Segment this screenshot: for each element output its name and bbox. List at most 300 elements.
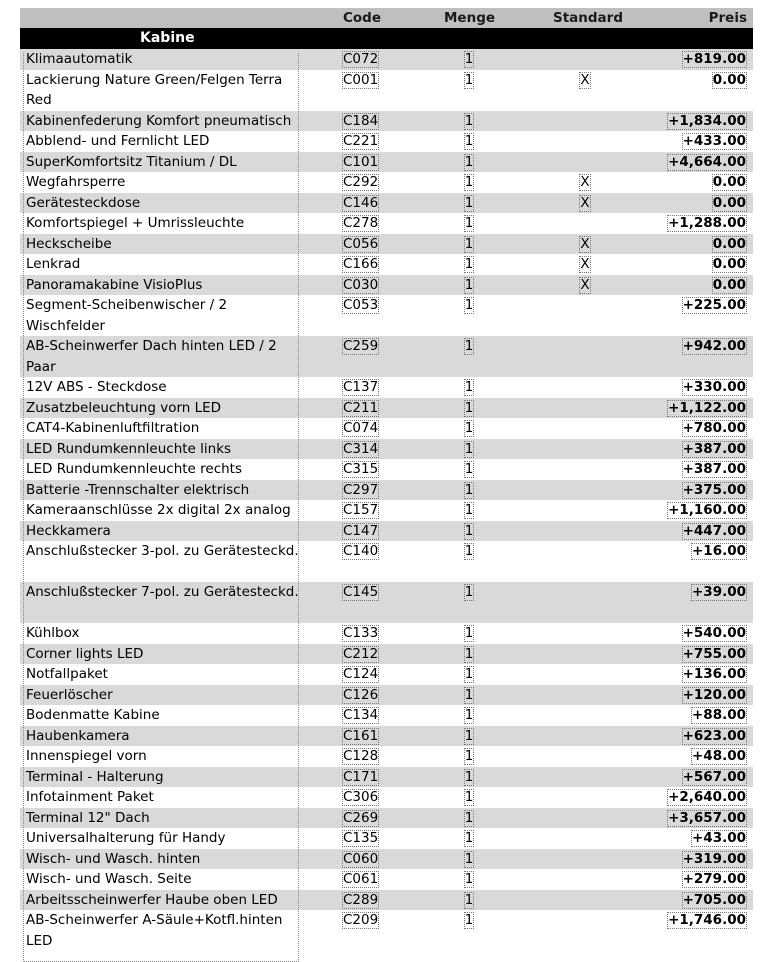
table-row[interactable] xyxy=(20,746,753,767)
option-quantity xyxy=(462,705,476,726)
table-row[interactable] xyxy=(20,275,753,296)
option-quantity xyxy=(462,398,476,419)
option-quantity-value: 1 xyxy=(464,481,474,498)
option-price-value: +375.00 xyxy=(682,481,746,498)
option-name: Anschlußstecker 3-pol. zu Gerätesteckd. xyxy=(26,543,299,559)
option-code xyxy=(342,890,402,911)
table-row[interactable] xyxy=(20,828,753,849)
table-row[interactable] xyxy=(20,808,753,829)
option-quantity-value: 1 xyxy=(464,789,474,805)
option-code xyxy=(342,685,402,706)
option-price xyxy=(691,705,747,726)
option-quantity-value: 1 xyxy=(464,912,474,928)
option-price-value: 0.00 xyxy=(712,235,746,252)
option-standard-mark xyxy=(578,439,592,460)
option-name: Wisch- und Wasch. Seite xyxy=(26,871,192,887)
option-standard-mark xyxy=(578,459,592,480)
option-quantity xyxy=(462,418,476,439)
option-standard-mark xyxy=(578,500,592,521)
option-standard-mark xyxy=(578,828,592,849)
option-price-value: +43.00 xyxy=(691,830,746,846)
option-price xyxy=(712,193,747,214)
table-row[interactable] xyxy=(20,418,753,439)
table-row[interactable] xyxy=(20,295,753,336)
option-code xyxy=(342,726,402,747)
table-row[interactable] xyxy=(20,213,753,234)
option-name: Segment-Scheibenwischer / 2 Wischfelder xyxy=(26,297,228,334)
option-code-value: C166 xyxy=(343,256,379,272)
option-code xyxy=(342,787,402,808)
option-name: Arbeitsscheinwerfer Haube oben LED xyxy=(26,891,278,908)
option-price-value: +387.00 xyxy=(682,440,746,457)
option-price-value: +623.00 xyxy=(682,727,746,744)
option-name: Panoramakabine VisioPlus xyxy=(26,276,203,293)
table-row[interactable] xyxy=(20,500,753,521)
option-price-value: +540.00 xyxy=(682,625,746,641)
table-row[interactable] xyxy=(20,70,753,111)
option-name: Lenkrad xyxy=(26,256,81,272)
option-price-value: +120.00 xyxy=(682,686,746,703)
option-code-value: C184 xyxy=(343,112,379,129)
table-row[interactable] xyxy=(20,439,753,460)
option-code-value: C001 xyxy=(343,71,379,88)
option-price-value: +48.00 xyxy=(691,748,746,764)
option-standard-mark xyxy=(578,623,592,644)
table-row[interactable] xyxy=(20,521,753,542)
option-price-value: 0.00 xyxy=(712,256,746,272)
option-code xyxy=(342,418,402,439)
table-row[interactable] xyxy=(20,767,753,788)
option-quantity-value: 1 xyxy=(464,420,474,436)
option-name: Zusatzbeleuchtung vorn LED xyxy=(26,399,222,416)
option-price xyxy=(667,152,747,173)
option-quantity-value: 1 xyxy=(464,215,474,231)
table-row[interactable] xyxy=(20,459,753,480)
option-quantity xyxy=(462,459,476,480)
table-body xyxy=(20,49,753,951)
option-quantity xyxy=(462,582,476,623)
option-code xyxy=(342,213,402,234)
option-name: Kühlbox xyxy=(26,625,80,641)
option-quantity-value: 1 xyxy=(464,440,474,457)
option-price-value: +16.00 xyxy=(691,543,746,559)
option-standard-mark xyxy=(578,418,592,439)
table-row[interactable] xyxy=(20,664,753,685)
table-row[interactable] xyxy=(20,849,753,870)
option-quantity-value: 1 xyxy=(464,338,474,354)
option-standard-mark xyxy=(578,787,592,808)
option-name: Heckscheibe xyxy=(26,235,112,252)
header-standard: Standard xyxy=(553,10,623,26)
option-quantity-value: 1 xyxy=(464,830,474,846)
option-price xyxy=(682,480,747,501)
option-quantity xyxy=(462,336,476,377)
option-name: CAT4-Kabinenluftfiltration xyxy=(26,420,200,436)
option-code xyxy=(342,500,402,521)
option-name: Abblend- und Fernlicht LED xyxy=(26,133,210,149)
option-price-value: +1,834.00 xyxy=(668,112,746,129)
option-code-value: C074 xyxy=(343,420,379,436)
option-price-value: 0.00 xyxy=(712,194,746,211)
option-price-value: +387.00 xyxy=(682,461,746,477)
option-price-value: +819.00 xyxy=(682,51,746,67)
option-price-value: +1,746.00 xyxy=(668,912,746,928)
option-price-value: +755.00 xyxy=(682,645,746,662)
option-code-value: C146 xyxy=(343,194,379,211)
table-row[interactable] xyxy=(20,234,753,255)
table-row[interactable] xyxy=(20,111,753,132)
option-quantity xyxy=(462,439,476,460)
option-price-value: +39.00 xyxy=(691,584,746,600)
option-standard-mark xyxy=(578,49,592,70)
option-code xyxy=(342,254,402,275)
option-standard-mark xyxy=(578,705,592,726)
table-row[interactable] xyxy=(20,193,753,214)
option-price xyxy=(682,49,747,70)
option-code-value: C314 xyxy=(343,440,379,457)
option-name: Feuerlöscher xyxy=(26,686,113,703)
option-name: Wegfahrsperre xyxy=(26,174,126,190)
option-code-value: C259 xyxy=(343,338,379,354)
option-standard-mark xyxy=(578,131,592,152)
option-price xyxy=(712,275,747,296)
option-code-value: C030 xyxy=(343,276,379,293)
option-price xyxy=(712,70,747,111)
table-row[interactable] xyxy=(20,726,753,747)
table-row[interactable] xyxy=(20,377,753,398)
option-code-value: C171 xyxy=(343,768,379,785)
option-code-value: C157 xyxy=(343,502,379,518)
option-price xyxy=(682,439,747,460)
option-price xyxy=(712,234,747,255)
option-code-value: C306 xyxy=(343,789,379,805)
option-code-value: C060 xyxy=(343,850,379,867)
option-quantity-value: 1 xyxy=(464,379,474,395)
option-quantity-value: 1 xyxy=(464,174,474,190)
option-price-value: +319.00 xyxy=(682,850,746,867)
option-quantity xyxy=(462,521,476,542)
option-code-value: C140 xyxy=(343,543,379,559)
option-code-value: C061 xyxy=(343,871,379,887)
option-quantity-value: 1 xyxy=(464,297,474,313)
option-code xyxy=(342,541,402,582)
option-standard-mark xyxy=(578,172,592,193)
option-code xyxy=(342,705,402,726)
option-code-value: C126 xyxy=(343,686,379,703)
option-code xyxy=(342,295,402,336)
table-row[interactable] xyxy=(20,644,753,665)
option-standard-mark xyxy=(578,541,592,582)
option-standard-mark-value: X xyxy=(580,276,590,293)
section-title: Kabine xyxy=(140,30,195,46)
option-code-value: C137 xyxy=(343,379,379,395)
option-quantity-value: 1 xyxy=(464,768,474,785)
option-quantity-value: 1 xyxy=(464,850,474,867)
option-code xyxy=(342,131,402,152)
header-quantity: Menge xyxy=(444,10,496,26)
option-price xyxy=(682,890,747,911)
table-row[interactable] xyxy=(20,152,753,173)
option-standard-mark xyxy=(578,254,592,275)
option-price xyxy=(682,849,747,870)
table-row[interactable] xyxy=(20,623,753,644)
option-code xyxy=(342,808,402,829)
option-quantity xyxy=(462,623,476,644)
option-name: Klimaautomatik xyxy=(26,51,133,67)
option-code-value: C269 xyxy=(343,809,379,826)
option-price-value: +1,288.00 xyxy=(668,215,746,231)
option-quantity xyxy=(462,152,476,173)
option-price-value: +1,160.00 xyxy=(668,502,746,518)
option-standard-mark xyxy=(578,767,592,788)
option-price-value: +279.00 xyxy=(682,871,746,887)
option-name: AB-Scheinwerfer Dach hinten LED / 2 Paar xyxy=(26,338,277,375)
option-code xyxy=(342,869,402,890)
option-price xyxy=(682,685,747,706)
option-quantity xyxy=(462,767,476,788)
option-quantity-value: 1 xyxy=(464,584,474,600)
option-quantity-value: 1 xyxy=(464,276,474,293)
option-name: Haubenkamera xyxy=(26,727,130,744)
option-price xyxy=(667,910,747,951)
option-quantity xyxy=(462,910,476,951)
table-row[interactable] xyxy=(20,254,753,275)
option-quantity-value: 1 xyxy=(464,112,474,129)
option-quantity-value: 1 xyxy=(464,71,474,88)
option-standard-mark xyxy=(578,152,592,173)
option-price xyxy=(667,111,747,132)
option-quantity xyxy=(462,541,476,582)
option-name: Kameraanschlüsse 2x digital 2x analog xyxy=(26,502,291,518)
option-quantity-value: 1 xyxy=(464,399,474,416)
option-standard-mark xyxy=(578,111,592,132)
option-price xyxy=(667,398,747,419)
option-code-value: C292 xyxy=(343,174,379,190)
option-name: 12V ABS - Steckdose xyxy=(26,379,167,395)
table-row[interactable] xyxy=(20,890,753,911)
option-quantity-value: 1 xyxy=(464,645,474,662)
option-name: Corner lights LED xyxy=(26,645,144,662)
option-quantity xyxy=(462,849,476,870)
option-quantity xyxy=(462,70,476,111)
option-quantity xyxy=(462,869,476,890)
option-quantity xyxy=(462,685,476,706)
option-quantity-value: 1 xyxy=(464,707,474,723)
option-price xyxy=(667,500,747,521)
table-row[interactable] xyxy=(20,131,753,152)
table-row[interactable] xyxy=(20,172,753,193)
option-name: Terminal - Halterung xyxy=(26,768,164,785)
option-name: LED Rundumkennleuchte links xyxy=(26,440,232,457)
option-code-value: C221 xyxy=(343,133,379,149)
table-row[interactable] xyxy=(20,582,753,623)
option-standard-mark xyxy=(578,910,592,951)
option-price-value: 0.00 xyxy=(712,276,746,293)
option-code xyxy=(342,172,402,193)
option-price-value: +88.00 xyxy=(691,707,746,723)
option-code xyxy=(342,49,402,70)
option-name: Innenspiegel vorn xyxy=(26,748,147,764)
option-name: Komfortspiegel + Umrissleuchte xyxy=(26,215,245,231)
option-quantity xyxy=(462,890,476,911)
option-code xyxy=(342,521,402,542)
option-price-value: +942.00 xyxy=(682,338,746,354)
option-quantity xyxy=(462,480,476,501)
option-code-value: C101 xyxy=(343,153,379,170)
option-price-value: +225.00 xyxy=(682,297,746,313)
option-code xyxy=(342,152,402,173)
option-code xyxy=(342,398,402,419)
option-code-value: C278 xyxy=(343,215,379,231)
option-code-value: C289 xyxy=(343,891,379,908)
header-price: Preis xyxy=(708,10,747,26)
option-code xyxy=(342,746,402,767)
option-quantity xyxy=(462,131,476,152)
option-price xyxy=(682,644,747,665)
option-price-value: +705.00 xyxy=(682,891,746,908)
option-quantity-value: 1 xyxy=(464,891,474,908)
option-code xyxy=(342,459,402,480)
option-price xyxy=(712,254,747,275)
option-code xyxy=(342,623,402,644)
table-row[interactable] xyxy=(20,685,753,706)
option-quantity-value: 1 xyxy=(464,502,474,518)
option-quantity-value: 1 xyxy=(464,461,474,477)
option-price xyxy=(682,131,747,152)
option-code xyxy=(342,336,402,377)
option-quantity-value: 1 xyxy=(464,543,474,559)
option-price-value: +2,640.00 xyxy=(668,789,746,805)
option-name: Batterie -Trennschalter elektrisch xyxy=(26,481,250,498)
option-code xyxy=(342,644,402,665)
option-standard-mark-value: X xyxy=(580,194,590,211)
option-quantity xyxy=(462,193,476,214)
option-quantity-value: 1 xyxy=(464,133,474,149)
option-name: Bodenmatte Kabine xyxy=(26,707,160,723)
option-standard-mark xyxy=(578,213,592,234)
option-standard-mark xyxy=(578,275,592,296)
option-standard-mark xyxy=(578,644,592,665)
option-quantity xyxy=(462,234,476,255)
option-standard-mark xyxy=(578,685,592,706)
option-standard-mark xyxy=(578,582,592,623)
option-name: LED Rundumkennleuchte rechts xyxy=(26,461,242,477)
option-code-value: C134 xyxy=(343,707,379,723)
option-price xyxy=(682,767,747,788)
option-price-value: +780.00 xyxy=(682,420,746,436)
option-price xyxy=(682,664,747,685)
option-quantity xyxy=(462,49,476,70)
option-name: Lackierung Nature Green/Felgen Terra Red xyxy=(26,71,283,108)
option-name: Heckkamera xyxy=(26,522,111,539)
option-standard-mark xyxy=(578,193,592,214)
option-standard-mark xyxy=(578,295,592,336)
option-name: Gerätesteckdose xyxy=(26,194,141,211)
option-standard-mark xyxy=(578,746,592,767)
option-quantity xyxy=(462,828,476,849)
option-quantity xyxy=(462,377,476,398)
table-row[interactable] xyxy=(20,787,753,808)
option-price xyxy=(667,213,747,234)
table-row[interactable] xyxy=(20,480,753,501)
option-quantity-value: 1 xyxy=(464,256,474,272)
option-quantity xyxy=(462,254,476,275)
option-standard-mark xyxy=(578,398,592,419)
header-code: Code xyxy=(343,10,382,26)
option-code xyxy=(342,377,402,398)
option-code-value: C211 xyxy=(343,399,379,416)
option-standard-mark xyxy=(578,808,592,829)
option-price xyxy=(691,828,747,849)
table-row[interactable] xyxy=(20,398,753,419)
option-price xyxy=(667,787,747,808)
option-code xyxy=(342,275,402,296)
option-code-value: C053 xyxy=(343,297,379,313)
option-name: Wisch- und Wasch. hinten xyxy=(26,850,201,867)
option-quantity xyxy=(462,213,476,234)
option-standard-mark-value: X xyxy=(580,256,590,272)
option-price xyxy=(712,172,747,193)
option-code-value: C145 xyxy=(343,584,379,600)
option-code-value: C297 xyxy=(343,481,379,498)
option-price xyxy=(682,418,747,439)
option-price-value: +567.00 xyxy=(682,768,746,785)
option-standard-mark xyxy=(578,336,592,377)
table-header xyxy=(20,8,753,28)
table-row[interactable] xyxy=(20,49,753,70)
option-code-value: C147 xyxy=(343,522,379,539)
option-quantity xyxy=(462,808,476,829)
option-quantity xyxy=(462,500,476,521)
option-price xyxy=(691,746,747,767)
option-code-value: C056 xyxy=(343,235,379,252)
option-code-value: C135 xyxy=(343,830,379,846)
option-price-value: +433.00 xyxy=(682,133,746,149)
table-row[interactable] xyxy=(20,869,753,890)
table-row[interactable] xyxy=(20,705,753,726)
option-quantity xyxy=(462,664,476,685)
table-row[interactable] xyxy=(20,336,753,377)
option-quantity-value: 1 xyxy=(464,51,474,67)
section-header xyxy=(20,28,753,49)
option-price xyxy=(682,726,747,747)
option-price-value: +136.00 xyxy=(682,666,746,682)
option-code xyxy=(342,582,402,623)
option-price xyxy=(682,623,747,644)
option-quantity-value: 1 xyxy=(464,686,474,703)
option-name: Kabinenfederung Komfort pneumatisch xyxy=(26,112,292,129)
option-price xyxy=(691,582,747,623)
option-price-value: 0.00 xyxy=(712,71,746,88)
option-standard-mark-value: X xyxy=(580,235,590,252)
option-price-value: +447.00 xyxy=(682,522,746,539)
option-quantity xyxy=(462,295,476,336)
option-standard-mark xyxy=(578,70,592,111)
option-code-value: C212 xyxy=(343,645,379,662)
option-quantity-value: 1 xyxy=(464,235,474,252)
option-price-value: +4,664.00 xyxy=(668,153,746,170)
option-code xyxy=(342,664,402,685)
option-code xyxy=(342,828,402,849)
table-row[interactable] xyxy=(20,541,753,582)
option-name: Infotainment Paket xyxy=(26,789,154,805)
option-standard-mark xyxy=(578,849,592,870)
option-quantity xyxy=(462,726,476,747)
option-code-value: C072 xyxy=(343,51,379,67)
option-code xyxy=(342,193,402,214)
option-code-value: C315 xyxy=(343,461,379,477)
table-row[interactable] xyxy=(20,910,753,951)
